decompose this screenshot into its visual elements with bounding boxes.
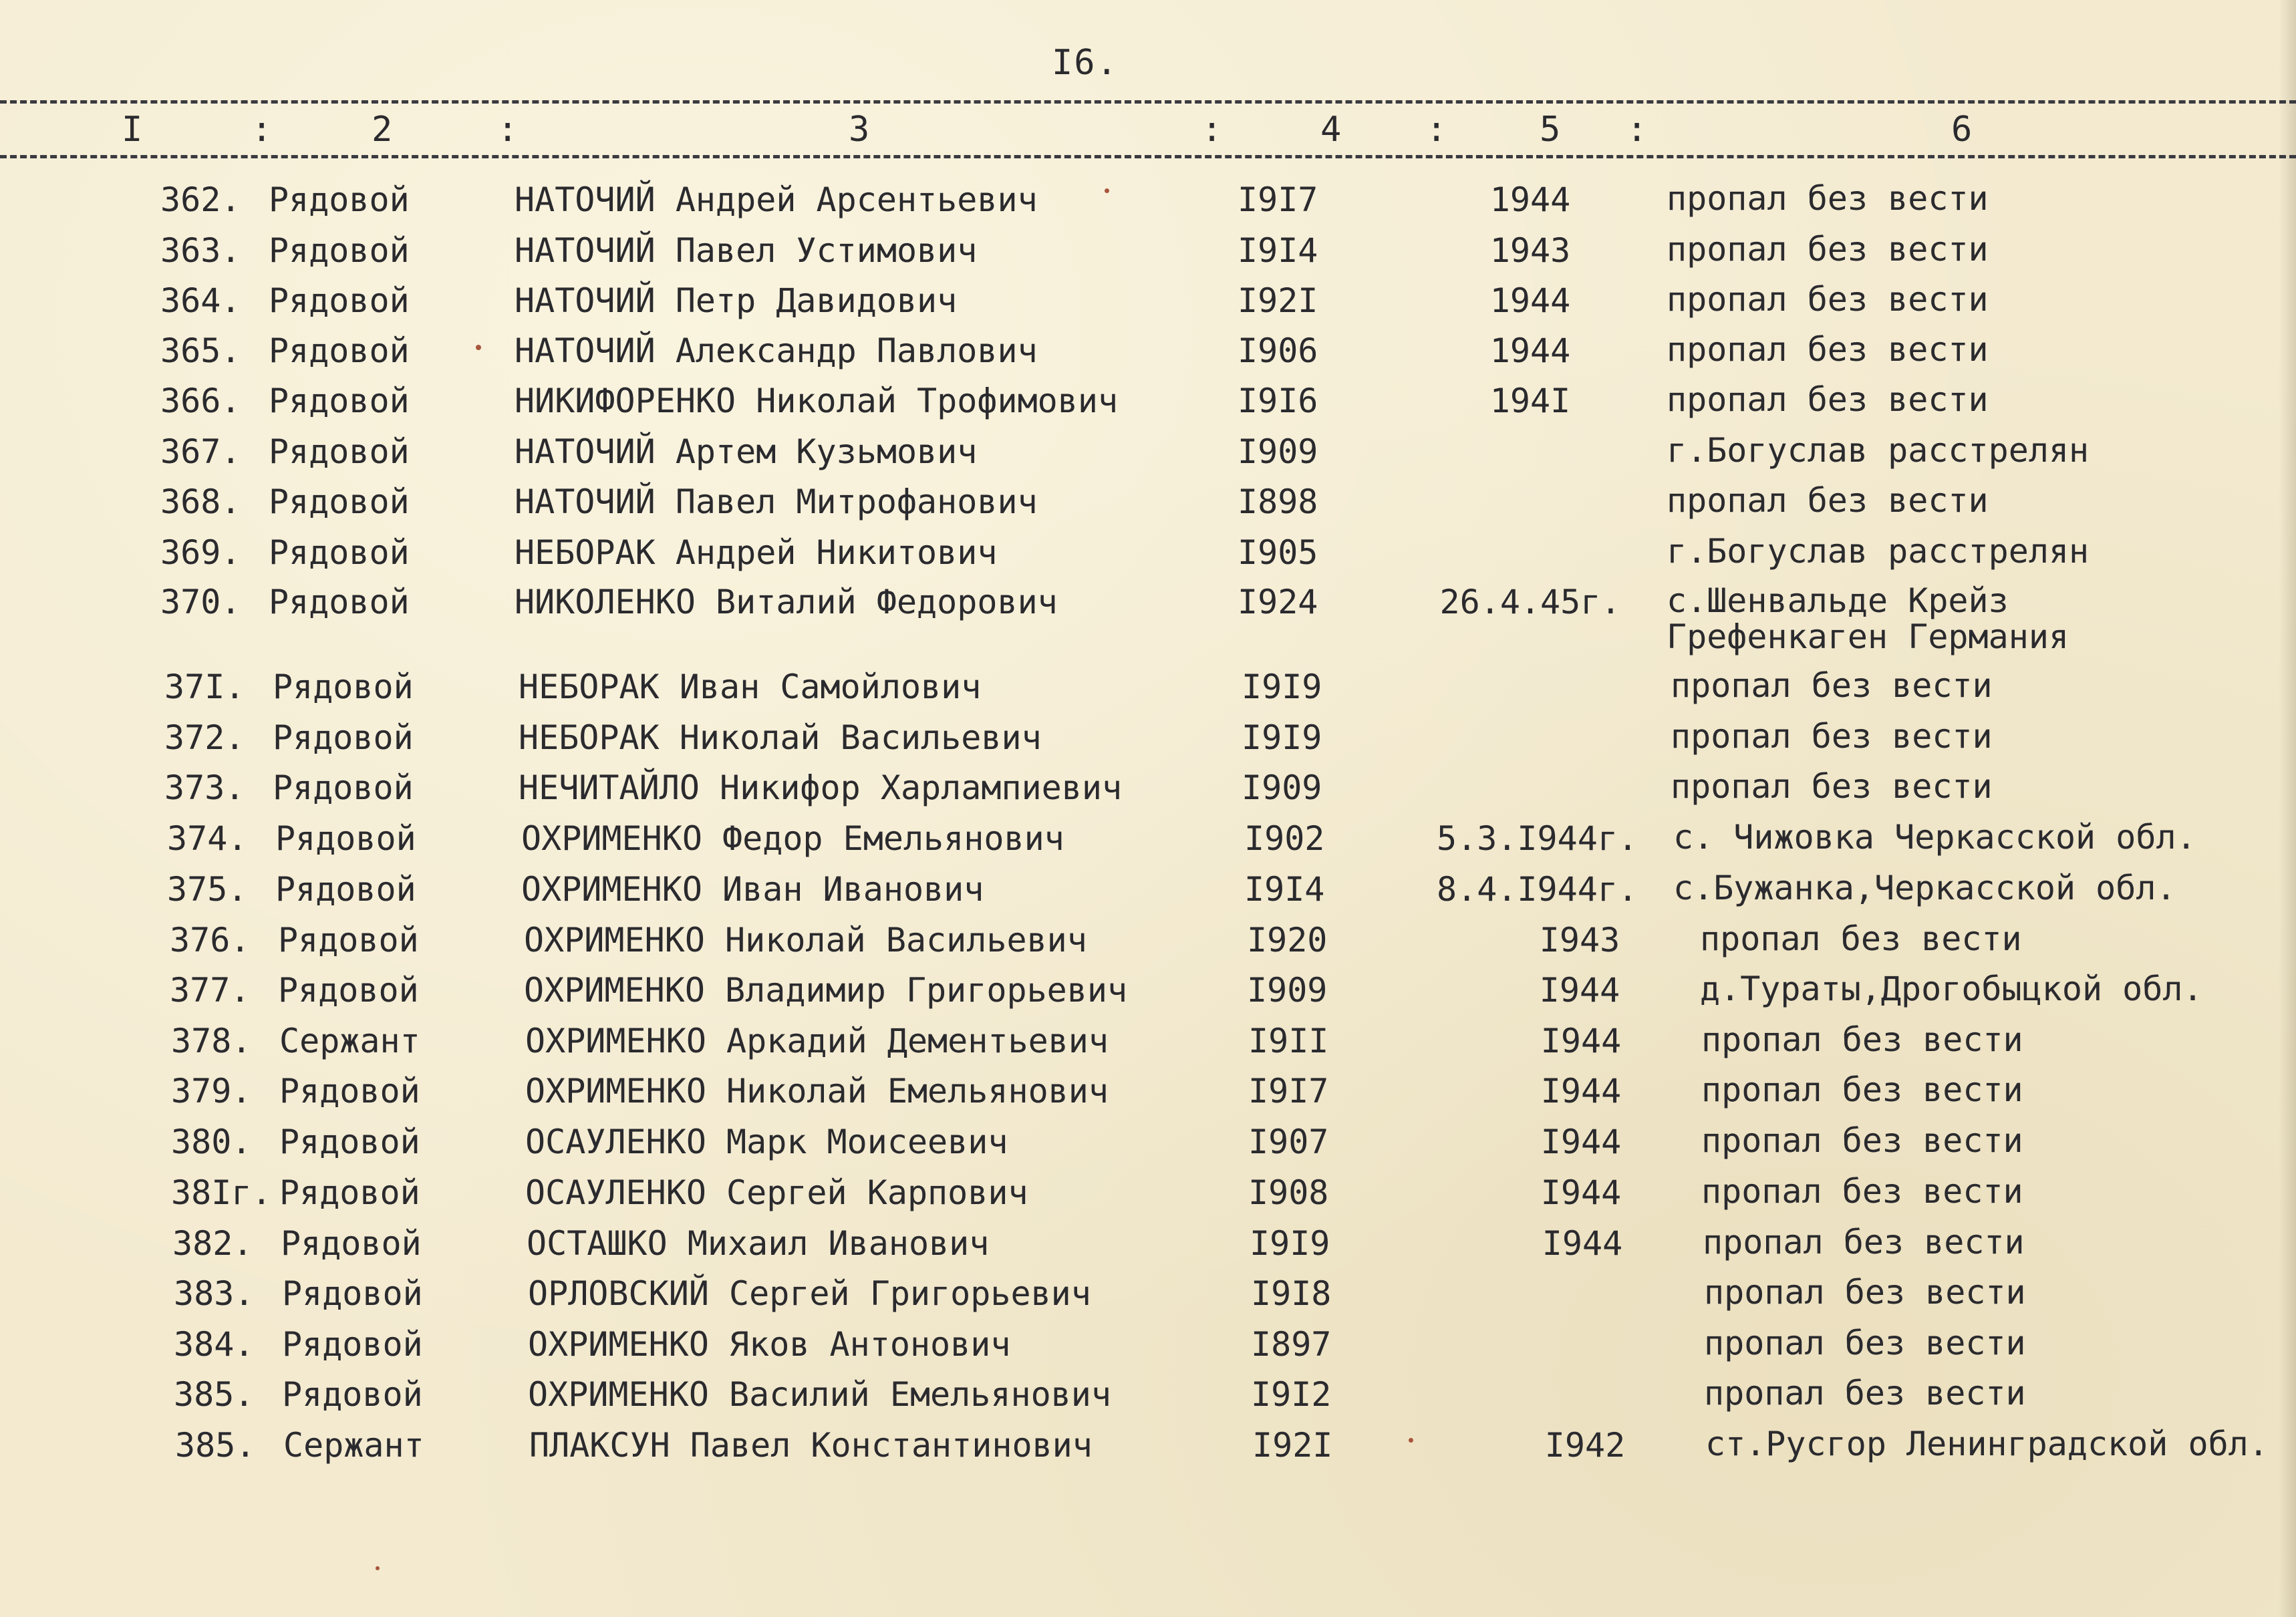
record-fate <box>1704 1274 2026 1310</box>
record-row <box>15 1426 2296 1473</box>
record-name: ОХРИМЕНКО Николай Васильевич <box>524 921 1087 960</box>
record-fate <box>1673 870 2176 906</box>
col-header-4: 4 <box>1320 110 1342 150</box>
record-birth-year: I909 <box>1238 432 1318 471</box>
ink-speck <box>1105 188 1109 193</box>
record-date: I944 <box>1540 1022 1622 1060</box>
record-row <box>13 1274 2296 1321</box>
record-name: НИКОЛЕНКО Виталий Федорович <box>515 583 1058 621</box>
record-rank: Рядовой <box>269 583 410 621</box>
record-rank: Рядовой <box>282 1375 423 1414</box>
record-fate-line: пропал без вести <box>1704 1374 2026 1413</box>
page-number: I6. <box>1052 43 1119 83</box>
record-fate-line: пропал без вести <box>1667 230 1989 269</box>
record-row <box>4 668 2296 714</box>
record-birth-year: I907 <box>1248 1123 1329 1161</box>
record-rank: Рядовой <box>273 718 414 757</box>
record-row <box>12 1224 2296 1271</box>
record-birth-year: I9I7 <box>1238 180 1318 219</box>
record-row <box>7 870 2296 917</box>
record-row <box>0 281 2296 328</box>
record-row <box>4 768 2296 815</box>
record-rank: Рядовой <box>282 1325 423 1364</box>
record-number: 385. <box>174 1375 255 1414</box>
record-fate-line: пропал без вести <box>1701 1172 2023 1211</box>
col-header-sep: : <box>1626 110 1648 150</box>
record-name: НАТОЧИЙ Петр Давидович <box>515 281 958 320</box>
record-number: 377. <box>170 971 251 1010</box>
ink-speck <box>1409 1438 1413 1443</box>
record-fate <box>1701 1173 2023 1209</box>
record-row <box>0 482 2296 529</box>
record-birth-year: I9I6 <box>1238 382 1318 420</box>
record-fate <box>1667 432 2089 468</box>
record-row <box>0 231 2296 278</box>
record-number: 376. <box>170 921 251 960</box>
ink-speck <box>476 345 481 350</box>
record-fate <box>1700 971 2203 1007</box>
record-fate-line: г.Богуслав расстрелян <box>1667 532 2090 571</box>
record-row <box>9 971 2296 1018</box>
record-number: 370. <box>160 583 241 621</box>
record-birth-year: I92I <box>1252 1426 1333 1465</box>
record-rank: Рядовой <box>282 1274 423 1313</box>
record-row <box>7 819 2296 866</box>
record-fate-line: Грефенкаген Германия <box>1667 617 2069 656</box>
record-fate <box>1701 1123 2023 1159</box>
record-fate-line: пропал без вести <box>1667 481 1989 520</box>
record-fate <box>1667 281 1989 317</box>
record-fate <box>1700 921 2022 957</box>
record-rank: Рядовой <box>275 819 416 858</box>
record-number: 384. <box>174 1325 255 1364</box>
record-name: НЕБОРАК Андрей Никитович <box>515 533 998 572</box>
record-rank: Рядовой <box>269 482 410 521</box>
record-birth-year: I898 <box>1238 482 1318 521</box>
record-fate <box>1667 583 2069 655</box>
record-name: ОХРИМЕНКО Владимир Григорьевич <box>524 971 1128 1010</box>
record-fate-line: пропал без вести <box>1667 179 1989 218</box>
record-birth-year: I9II <box>1248 1022 1329 1060</box>
record-number: 379. <box>171 1072 252 1111</box>
record-name: ОСАУЛЕНКО Сергей Карпович <box>525 1173 1028 1212</box>
record-fate-line: пропал без вести <box>1667 280 1989 319</box>
record-rank: Рядовой <box>269 331 410 370</box>
record-number: 37I. <box>164 668 245 706</box>
record-date: 26.4.45г. <box>1439 583 1621 621</box>
record-fate-line: пропал без вести <box>1704 1324 2026 1362</box>
record-fate <box>1667 382 1989 418</box>
record-fate-line: пропал без вести <box>1671 767 1993 806</box>
record-fate <box>1703 1224 2025 1260</box>
record-date: I944 <box>1539 971 1620 1010</box>
col-header-5: 5 <box>1540 110 1561 150</box>
record-name: ОСТАШКО Михаил Иванович <box>527 1224 990 1263</box>
record-row <box>13 1375 2296 1422</box>
record-fate <box>1671 718 1993 754</box>
record-fate <box>1705 1426 2269 1462</box>
record-fate <box>1704 1375 2026 1411</box>
record-fate <box>1671 768 1993 804</box>
record-row <box>0 331 2296 378</box>
record-name: ОХРИМЕНКО Яков Антонович <box>528 1325 1011 1364</box>
record-rank: Рядовой <box>273 768 414 807</box>
record-birth-year: I9I9 <box>1242 668 1322 706</box>
record-number: 369. <box>160 533 241 572</box>
record-date: 1944 <box>1489 331 1571 370</box>
record-birth-year: I905 <box>1238 533 1318 572</box>
record-fate-line: с.Шенвальде Крейз <box>1667 581 2009 620</box>
record-birth-year: I909 <box>1247 971 1328 1010</box>
record-rank: Сержант <box>279 1022 420 1060</box>
record-name: ОХРИМЕНКО Василий Емельянович <box>528 1375 1111 1414</box>
record-birth-year: I908 <box>1248 1173 1329 1212</box>
record-birth-year: I9I8 <box>1251 1274 1332 1313</box>
record-fate <box>1667 231 1989 267</box>
record-fate-line: д.Тураты,Дрогобыцкой обл. <box>1700 970 2203 1008</box>
record-number: 372. <box>164 718 245 757</box>
record-name: НАТОЧИЙ Андрей Арсентьевич <box>515 180 1038 219</box>
record-birth-year: I9I7 <box>1248 1072 1329 1111</box>
record-fate <box>1704 1325 2026 1361</box>
record-number: 367. <box>160 432 241 471</box>
record-number: 383. <box>174 1274 255 1313</box>
record-number: 385. <box>175 1426 256 1465</box>
record-rank: Рядовой <box>281 1224 422 1263</box>
record-fate-line: ст.Русгор Ленинградской обл. <box>1705 1425 2269 1463</box>
record-rank: Рядовой <box>273 668 414 706</box>
record-row <box>0 533 2296 580</box>
record-number: 380. <box>171 1123 252 1161</box>
record-name: ОХРИМЕНКО Федор Емельянович <box>521 819 1064 858</box>
record-fate-line: пропал без вести <box>1671 666 1993 705</box>
record-rank: Рядовой <box>278 971 419 1010</box>
record-fate <box>1673 819 2196 855</box>
record-fate <box>1667 331 1989 368</box>
col-header-sep: : <box>251 110 273 150</box>
record-row <box>13 1325 2296 1372</box>
record-date: 5.3.I944г. <box>1437 819 1638 858</box>
col-header-sep: : <box>497 110 519 150</box>
record-row <box>11 1123 2296 1169</box>
record-name: НИКИФОРЕНКО Николай Трофимович <box>515 382 1119 420</box>
record-row <box>11 1072 2296 1119</box>
record-number: 365. <box>160 331 241 370</box>
record-number: 364. <box>160 281 241 320</box>
record-row <box>0 581 2296 656</box>
record-rank: Рядовой <box>269 281 410 320</box>
record-number: 375. <box>167 870 248 909</box>
record-birth-year: I9I2 <box>1251 1375 1332 1414</box>
record-fate-line: пропал без вести <box>1701 1070 2023 1109</box>
record-date: I944 <box>1542 1224 1623 1263</box>
record-birth-year: I9I4 <box>1238 231 1318 270</box>
record-rank: Рядовой <box>279 1072 420 1111</box>
record-number: 366. <box>160 382 241 420</box>
record-number: 368. <box>160 482 241 521</box>
record-row <box>0 382 2296 428</box>
record-fate-line: с. Чижовка Черкасской обл. <box>1673 818 2196 857</box>
record-date: I944 <box>1540 1123 1622 1161</box>
record-fate-line: пропал без вести <box>1667 380 1989 419</box>
record-fate-line: пропал без вести <box>1701 1020 2023 1059</box>
record-row <box>0 432 2296 479</box>
record-number: 374. <box>167 819 248 858</box>
record-rank: Рядовой <box>269 180 410 219</box>
record-name: НЕБОРАК Иван Самойлович <box>519 668 982 706</box>
record-date: 1944 <box>1489 281 1571 320</box>
record-fate <box>1671 668 1993 704</box>
col-header-2: 2 <box>372 110 393 150</box>
record-rank: Рядовой <box>275 870 416 909</box>
record-name: ОСАУЛЕНКО Марк Моисеевич <box>525 1123 1008 1161</box>
record-rank: Сержант <box>283 1426 424 1465</box>
record-rank: Рядовой <box>269 533 410 572</box>
record-name: ОРЛОВСКИЙ Сергей Григорьевич <box>528 1274 1091 1313</box>
record-name: НАТОЧИЙ Александр Павлович <box>515 331 1038 370</box>
record-rank: Рядовой <box>279 1123 420 1161</box>
record-birth-year: I9I9 <box>1250 1224 1330 1263</box>
record-date: I943 <box>1539 921 1620 960</box>
record-row <box>0 180 2296 227</box>
ink-speck <box>376 1566 380 1570</box>
record-rank: Рядовой <box>269 231 410 270</box>
record-birth-year: I920 <box>1247 921 1328 960</box>
col-header-6: 6 <box>1951 110 1973 150</box>
record-number: 378. <box>171 1022 252 1060</box>
record-name: ПЛАКСУН Павел Константинович <box>529 1426 1093 1465</box>
record-name: НЕБОРАК Николай Васильевич <box>519 718 1042 757</box>
record-row <box>4 718 2296 765</box>
col-header-3: 3 <box>849 110 870 150</box>
record-number: 362. <box>160 180 241 219</box>
record-fate-line: г.Богуслав расстрелян <box>1667 431 2090 470</box>
record-rank: Рядовой <box>269 432 410 471</box>
record-row <box>9 921 2296 968</box>
record-fate-line: пропал без вести <box>1703 1223 2025 1262</box>
record-date: 194I <box>1489 382 1571 420</box>
record-name: НАТОЧИЙ Артем Кузьмович <box>515 432 978 471</box>
record-fate <box>1667 482 1989 519</box>
record-name: ОХРИМЕНКО Иван Иванович <box>521 870 984 909</box>
record-date: 1943 <box>1489 231 1571 270</box>
record-fate <box>1667 533 2089 569</box>
record-row <box>11 1022 2296 1068</box>
record-fate-line: пропал без вести <box>1671 717 1993 756</box>
record-row <box>11 1173 2296 1220</box>
record-fate <box>1701 1072 2023 1108</box>
col-header-sep: : <box>1426 110 1447 150</box>
record-name: НАТОЧИЙ Павел Устимович <box>515 231 978 270</box>
record-fate <box>1701 1022 2023 1058</box>
record-birth-year: I92I <box>1238 281 1318 320</box>
record-name: НАТОЧИЙ Павел Митрофанович <box>515 482 1038 521</box>
record-birth-year: I902 <box>1244 819 1325 858</box>
record-rank: Рядовой <box>279 1173 420 1212</box>
record-rank: Рядовой <box>278 921 419 960</box>
record-birth-year: I924 <box>1238 583 1318 621</box>
record-date: I944 <box>1540 1072 1622 1111</box>
record-date: 8.4.I944г. <box>1437 870 1638 909</box>
record-date: I944 <box>1540 1173 1622 1212</box>
record-date: I942 <box>1544 1426 1626 1465</box>
record-birth-year: I906 <box>1238 331 1318 370</box>
record-fate-line: с.Бужанка,Черкасской обл. <box>1673 869 2176 907</box>
record-date: 1944 <box>1489 180 1571 219</box>
record-birth-year: I9I9 <box>1242 718 1322 757</box>
record-fate-line: пропал без вести <box>1700 919 2022 958</box>
record-birth-year: I897 <box>1251 1325 1332 1364</box>
record-number: 373. <box>164 768 245 807</box>
record-rank: Рядовой <box>269 382 410 420</box>
col-header-sep: : <box>1201 110 1223 150</box>
record-number: 382. <box>172 1224 253 1263</box>
record-fate <box>1667 180 1989 216</box>
record-name: ОХРИМЕНКО Николай Емельянович <box>525 1072 1109 1111</box>
record-birth-year: I909 <box>1242 768 1322 807</box>
record-fate-line: пропал без вести <box>1701 1121 2023 1160</box>
record-fate-line: пропал без вести <box>1704 1273 2026 1312</box>
record-name: НЕЧИТАЙЛО Никифор Харлампиевич <box>519 768 1123 807</box>
record-number: 38Iг. <box>171 1173 272 1212</box>
record-name: ОХРИМЕНКО Аркадий Дементьевич <box>525 1022 1109 1060</box>
record-fate-line: пропал без вести <box>1667 330 1989 369</box>
record-number: 363. <box>160 231 241 270</box>
col-header-1: I <box>122 110 143 150</box>
record-birth-year: I9I4 <box>1244 870 1325 909</box>
